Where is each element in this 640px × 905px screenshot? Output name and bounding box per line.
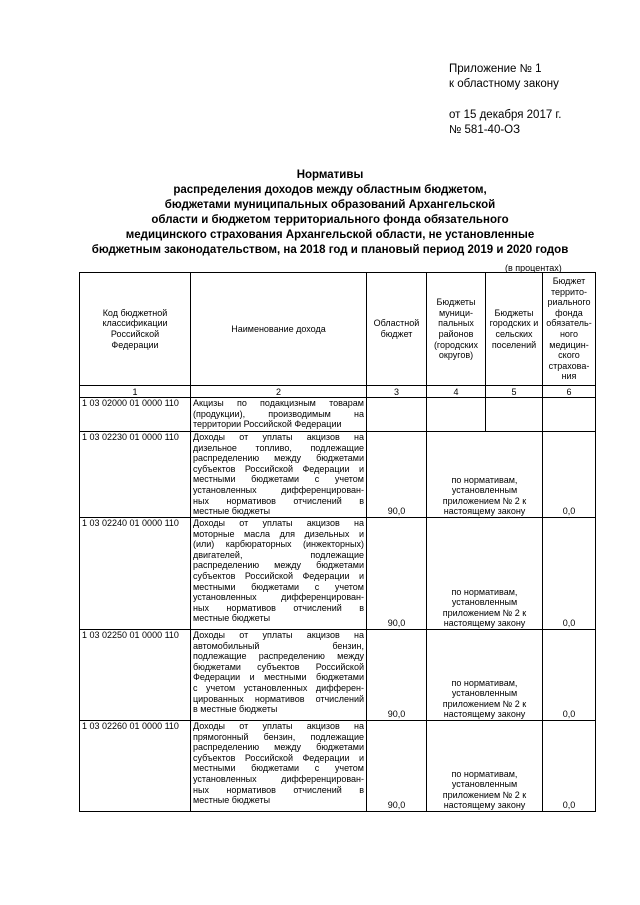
regional-value: 90,0 xyxy=(367,721,427,812)
income-name: Доходы от уплаты акцизов на дизельное топливо, подлежащие распределению между бюджетами субъектов Российской Федерации и местными бюджетами с учетом установленных дифференцирован- ных нормативов отчислений в местные бюджеты xyxy=(191,432,367,518)
income-name: Доходы от уплаты акцизов на автомобильный бензин, подлежащие распределению между бюджетами субъектов Российской Федерации и местными бюджетами с учетом установленных дифферен- цированных нормативов отчислений в местные бюджеты xyxy=(191,630,367,721)
regional-value: 90,0 xyxy=(367,518,427,630)
budget-code: 1 03 02260 01 0000 110 xyxy=(80,721,191,812)
header-row xyxy=(80,273,596,386)
column-number: 4 xyxy=(427,386,486,398)
regional-value: 90,0 xyxy=(367,630,427,721)
fund-value: 0,0 xyxy=(543,432,596,518)
fund-value: 0,0 xyxy=(543,721,596,812)
header-name: Наименование дохода xyxy=(191,273,367,386)
local-budgets-note: по нормативам, установленным приложением № 2 к настоящему закону xyxy=(427,721,543,812)
document-title xyxy=(70,168,590,258)
local-budgets-note: по нормативам, установленным приложением № 2 к настоящему закону xyxy=(427,518,543,630)
appendix-number: № 581-40-ОЗ xyxy=(449,124,521,136)
income-name: Доходы от уплаты акцизов на моторные масла для дизельных и (или) карбюраторных (инжекторных) двигателей, подлежащие распределению между бюджетами субъектов Российской Федерации и местными бюджетами с учетом установленных дифференцирован- ных нормативов отчислений в местные бюджеты xyxy=(191,518,367,630)
title-line: Нормативы xyxy=(296,169,364,181)
budget-code: 1 03 02230 01 0000 110 xyxy=(80,432,191,518)
column-number: 1 xyxy=(80,386,191,398)
header-code: Код бюджетной классификации Российской Федерации xyxy=(80,273,191,386)
norms-table xyxy=(79,272,596,812)
appendix-block xyxy=(449,62,561,138)
table-row xyxy=(80,630,596,721)
header-settlements: Бюджеты городских и сельских поселений xyxy=(486,273,543,386)
settlement-cell xyxy=(486,398,543,432)
fund-value: 0,0 xyxy=(543,518,596,630)
income-name: Доходы от уплаты акцизов на прямогонный бензин, подлежащие распределению между бюджетами субъектов Российской Федерации и местными бюджетами с учетом установленных дифференцирован- ных нормативов отчислений в местные бюджеты xyxy=(191,721,367,812)
appendix-line: к областному закону xyxy=(449,78,559,90)
header-municipal: Бюджеты муници-пальных районов (городских округов) xyxy=(427,273,486,386)
column-number: 2 xyxy=(191,386,367,398)
budget-code: 1 03 02000 01 0000 110 xyxy=(80,398,191,432)
title-line: медицинского страхования Архангельской области, не установленные xyxy=(125,229,535,241)
header-fund: Бюджет террито-риального фонда обязатель-ного медицин-ского страхова-ния xyxy=(543,273,596,386)
municipal-cell xyxy=(427,398,486,432)
table-row xyxy=(80,398,596,432)
local-budgets-note: по нормативам, установленным приложением № 2 к настоящему закону xyxy=(427,432,543,518)
income-name: Акцизы по подакцизным товарам (продукции), производимым на территории Российской Федерации xyxy=(191,398,367,432)
column-number: 3 xyxy=(367,386,427,398)
column-number: 5 xyxy=(486,386,543,398)
column-number-row xyxy=(80,386,596,398)
title-line: бюджетами муниципальных образований Архангельской xyxy=(164,199,496,211)
title-line: распределения доходов между областным бюджетом, xyxy=(173,184,487,196)
unit-note: (в процентах) xyxy=(505,263,562,273)
local-budgets-note: по нормативам, установленным приложением № 2 к настоящему закону xyxy=(427,630,543,721)
regional-value: 90,0 xyxy=(367,432,427,518)
table-row xyxy=(80,518,596,630)
appendix-date: от 15 декабря 2017 г. xyxy=(449,109,562,121)
regional-cell xyxy=(367,398,427,432)
table-row xyxy=(80,432,596,518)
appendix-line: Приложение № 1 xyxy=(449,63,542,75)
title-line: бюджетным законодательством, на 2018 год и плановый период 2019 и 2020 годов xyxy=(91,244,569,256)
budget-code: 1 03 02250 01 0000 110 xyxy=(80,630,191,721)
table-row xyxy=(80,721,596,812)
column-number: 6 xyxy=(543,386,596,398)
fund-cell xyxy=(543,398,596,432)
header-regional: Областной бюджет xyxy=(367,273,427,386)
fund-value: 0,0 xyxy=(543,630,596,721)
budget-code: 1 03 02240 01 0000 110 xyxy=(80,518,191,630)
title-line: области и бюджетом территориального фонда обязательного xyxy=(151,214,509,226)
